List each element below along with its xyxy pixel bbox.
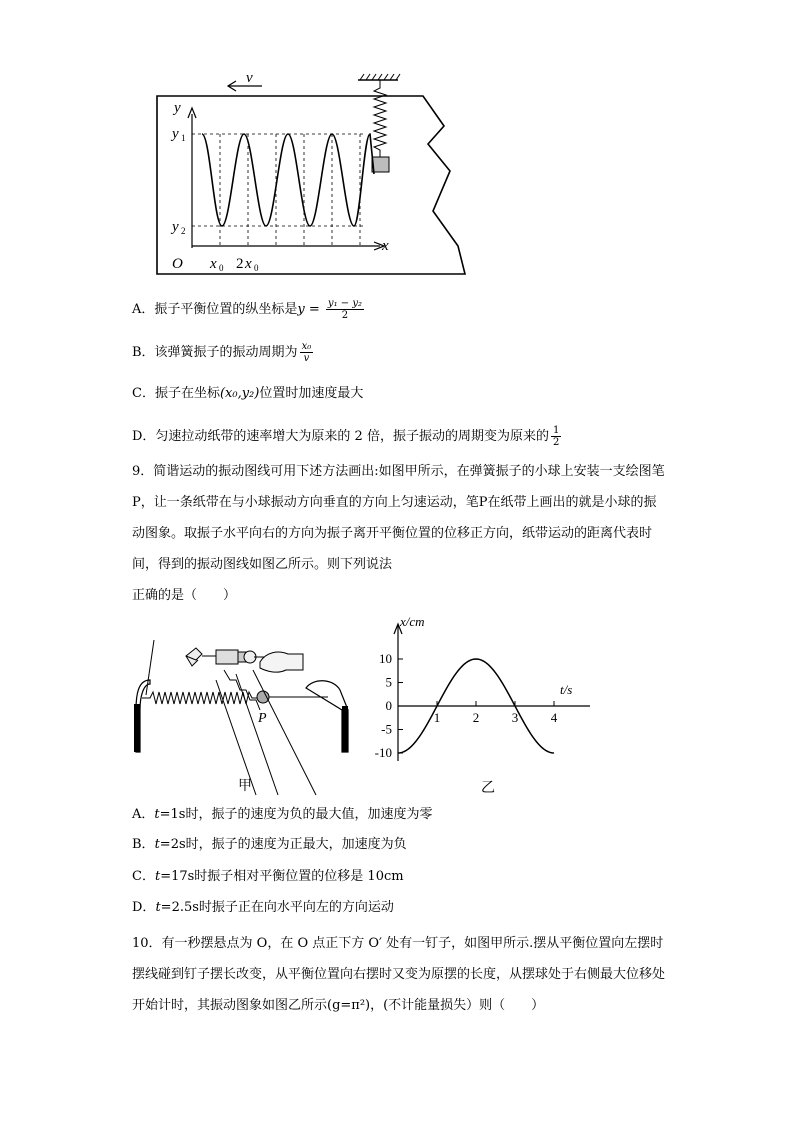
x-axis-label: x bbox=[382, 238, 389, 254]
q8-option-c: C．振子在坐标(x₀,y₂)位置时加速度最大 bbox=[132, 386, 364, 401]
y2-label: y bbox=[172, 219, 179, 235]
velocity-label: v bbox=[246, 70, 253, 86]
y2-sub: 2 bbox=[181, 226, 186, 236]
paper-strip bbox=[216, 670, 316, 795]
wave-trace bbox=[202, 134, 374, 226]
x0-label: x bbox=[210, 256, 217, 272]
figure-yi-chart bbox=[360, 610, 590, 800]
right-wall bbox=[306, 681, 348, 752]
chart-y-tick-label: 5 bbox=[385, 674, 392, 690]
mass-block bbox=[372, 157, 389, 172]
chart-y-tick-label: -5 bbox=[381, 721, 392, 737]
fig-jia-caption: 甲 bbox=[238, 779, 252, 794]
q9-option-d: D．t=2.5s时振子正在向水平向左的方向运动 bbox=[132, 900, 394, 915]
q9-stem-end: 正确的是（ ） bbox=[132, 588, 237, 603]
chart-x-tick-label: 2 bbox=[472, 710, 480, 725]
pen-mechanism bbox=[186, 648, 268, 666]
q8-option-a: A．振子平衡位置的纵坐标是y = $\frac{\text{y₁ − y₂}}{2}$ bbox=[132, 298, 362, 321]
q9-option-b: B．t=2s时，振子的速度为正最大，加速度为负 bbox=[132, 837, 407, 852]
chart-x-tick-label: 3 bbox=[511, 710, 519, 725]
chart-x-tick-label: 1 bbox=[433, 710, 441, 725]
hand bbox=[260, 652, 303, 672]
q10-stem: 10．有一秒摆悬点为 O，在 O 点正下方 O′ 处有一钉子，如图甲所示.摆从平衡位置向左摆时摆线碰到钉子摆长改变，从平衡位置向右摆时又变为原摆的长度，从摆球处于右侧最大位移处开始计时，其振动图象如图乙所示(g=π²)，(不计能量损失）则（ ） bbox=[132, 936, 666, 1013]
spring bbox=[374, 80, 386, 157]
x0-sub: 0 bbox=[219, 263, 224, 273]
spring-horizontal bbox=[142, 692, 258, 704]
ball bbox=[257, 691, 269, 703]
ceiling-hatch bbox=[358, 74, 400, 80]
chart-y-tick-label: 0 bbox=[385, 698, 392, 713]
guide-lines bbox=[192, 134, 365, 246]
fig-jia-pen-label: P bbox=[258, 711, 267, 726]
figure-jia bbox=[128, 640, 368, 800]
figure-paper-tape bbox=[150, 66, 480, 281]
fig-yi-caption: 乙 bbox=[481, 781, 495, 796]
two-x0-label: x bbox=[245, 256, 252, 272]
q9-option-c: C．t=17s时振子相对平衡位置的位移是 10cm bbox=[132, 869, 404, 884]
q8-option-d: D．匀速拉动纸带的速率增大为原来的 2 倍，振子振动的周期变为原来的 $\frac{1}{2}$ bbox=[132, 425, 560, 448]
y1-sub: 1 bbox=[181, 133, 186, 143]
two-x0-sub: 0 bbox=[254, 263, 259, 273]
q8-option-b: B．该弹簧振子的振动周期为 $\frac{\text{x₀}}{v}$ bbox=[132, 341, 312, 364]
y1-label: y bbox=[172, 126, 179, 142]
chart-x-label: t/s bbox=[560, 682, 573, 697]
chart-y-label: x/cm bbox=[400, 614, 425, 629]
y-axis-label: y bbox=[174, 100, 181, 116]
chart-x-tick-label: 4 bbox=[550, 710, 558, 725]
velocity-arrow bbox=[228, 81, 262, 91]
chart-y-tick-label: 10 bbox=[379, 651, 392, 666]
q9-option-a: A．t=1s时，振子的速度为负的最大值，加速度为零 bbox=[132, 807, 433, 822]
origin-label: O bbox=[172, 256, 183, 272]
q9-stem: 9．简谐运动的振动图线可用下述方法画出:如图甲所示，在弹簧振子的小球上安装一支绘图笔P，让一条纸带在与小球振动方向垂直的方向上匀速运动，笔P在纸带上画出的就是小球的振动图象。取振子水平向右的方向为振子离开平衡位置的位移正方向，纸带运动的距离代表时间，得到的振动图线如图乙所示。则下列说法 bbox=[132, 464, 665, 572]
two-x0-prefix: 2 bbox=[236, 256, 244, 272]
chart-y-tick-label: -10 bbox=[374, 745, 392, 760]
paper-tape-outline bbox=[157, 96, 465, 274]
